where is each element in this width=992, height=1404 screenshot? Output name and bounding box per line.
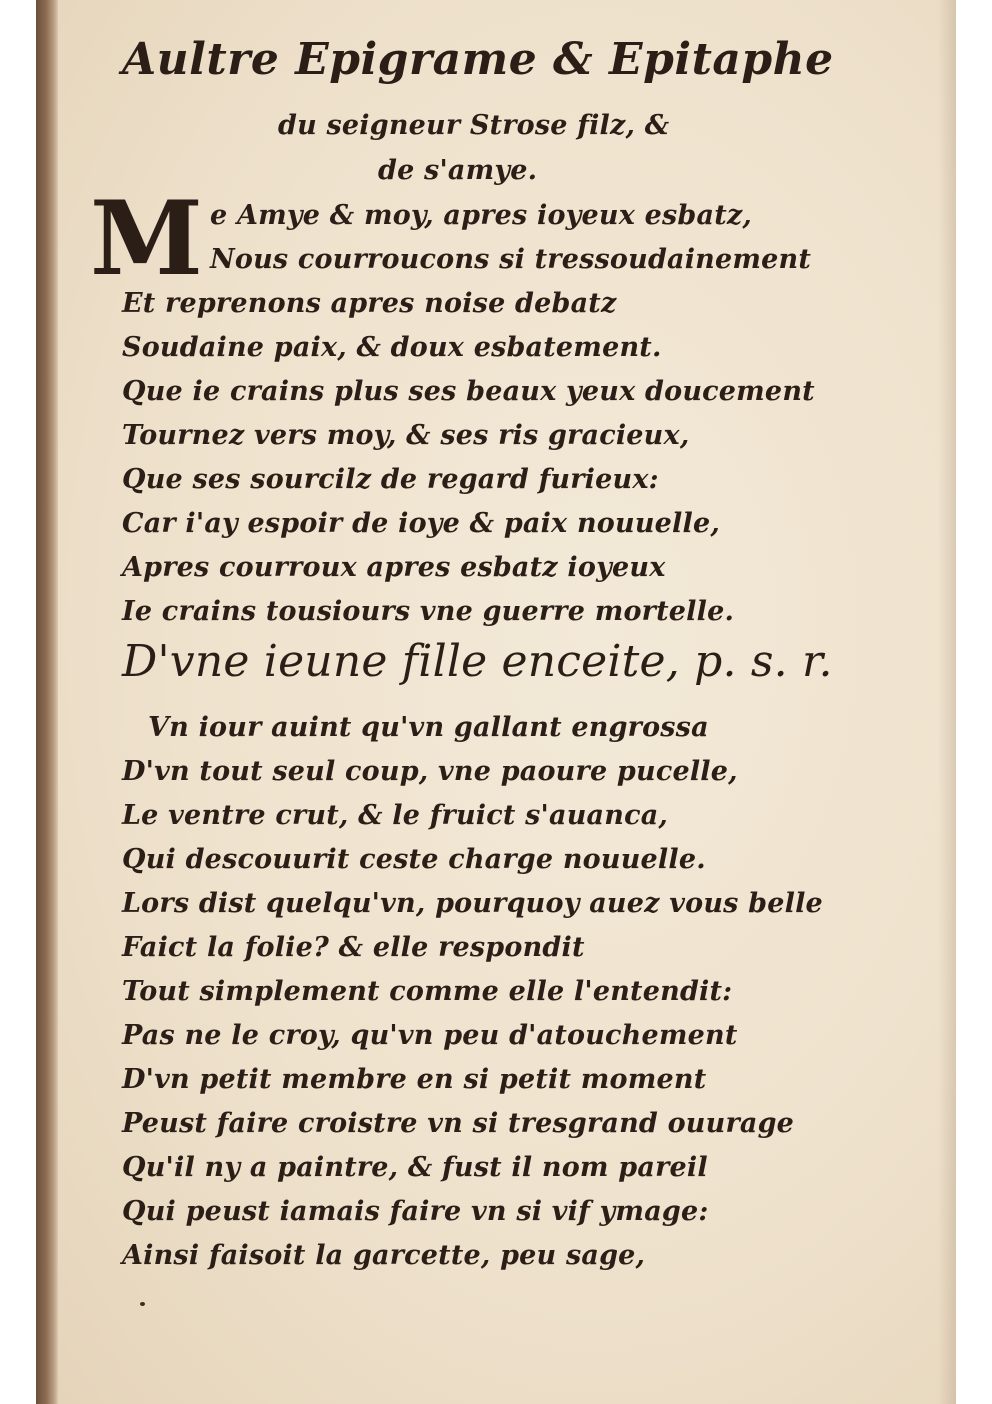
poem2-line-6: Faict la folie? & elle respondit — [122, 932, 585, 963]
poem2-line-10: Peust faire croistre vn si tresgrand ouurage — [122, 1108, 795, 1139]
poem1-line-10: Ie crains tousiours vne guerre mortelle. — [122, 596, 735, 627]
ink-speck — [140, 1302, 145, 1306]
drop-cap: M — [90, 179, 203, 299]
title-line-3: de s'amye. — [378, 155, 538, 186]
poem1-line-2: Nous courroucons si tressoudainement — [210, 244, 812, 275]
poem2-line-1: Vn iour auint qu'vn gallant engrossa — [148, 712, 709, 743]
poem1-line-6: Tournez vers moy, & ses ris gracieux, — [122, 420, 690, 451]
poem2-line-12: Qui peust iamais faire vn si vif ymage: — [122, 1196, 709, 1227]
title-line-1: Aultre Epigrame & Epitaphe — [122, 34, 834, 85]
poem2-line-9: D'vn petit membre en si petit moment — [122, 1064, 707, 1095]
poem1-line-4: Soudaine paix, & doux esbatement. — [122, 332, 662, 363]
poem1-line-5: Que ie crains plus ses beaux yeux doucement — [122, 376, 815, 407]
poem2-line-8: Pas ne le croy, qu'vn peu d'atouchement — [122, 1020, 738, 1051]
heading-2: D'vne ieune fille enceite, p. s. r. — [122, 636, 833, 687]
poem2-line-2: D'vn tout seul coup, vne paoure pucelle, — [122, 756, 738, 787]
poem1-line-8: Car i'ay espoir de ioye & paix nouuelle, — [122, 508, 720, 539]
poem2-line-3: Le ventre crut, & le fruict s'auanca, — [122, 800, 669, 831]
poem1-line-1: e Amye & moy, apres ioyeux esbatz, — [210, 200, 753, 231]
poem1-line-3: Et reprenons apres noise debatz — [122, 288, 617, 319]
title-line-2: du seigneur Strose filz, & — [278, 110, 670, 141]
poem2-line-5: Lors dist quelqu'vn, pourquoy auez vous belle — [122, 888, 823, 919]
poem2-line-4: Qui descouurit ceste charge nouuelle. — [122, 844, 706, 875]
poem2-line-13: Ainsi faisoit la garcette, peu sage, — [122, 1240, 646, 1271]
poem1-line-9: Apres courroux apres esbatz ioyeux — [122, 552, 666, 583]
poem2-line-11: Qu'il ny a paintre, & fust il nom pareil — [122, 1152, 708, 1183]
poem2-line-7: Tout simplement comme elle l'entendit: — [122, 976, 733, 1007]
poem1-line-7: Que ses sourcilz de regard furieux: — [122, 464, 659, 495]
